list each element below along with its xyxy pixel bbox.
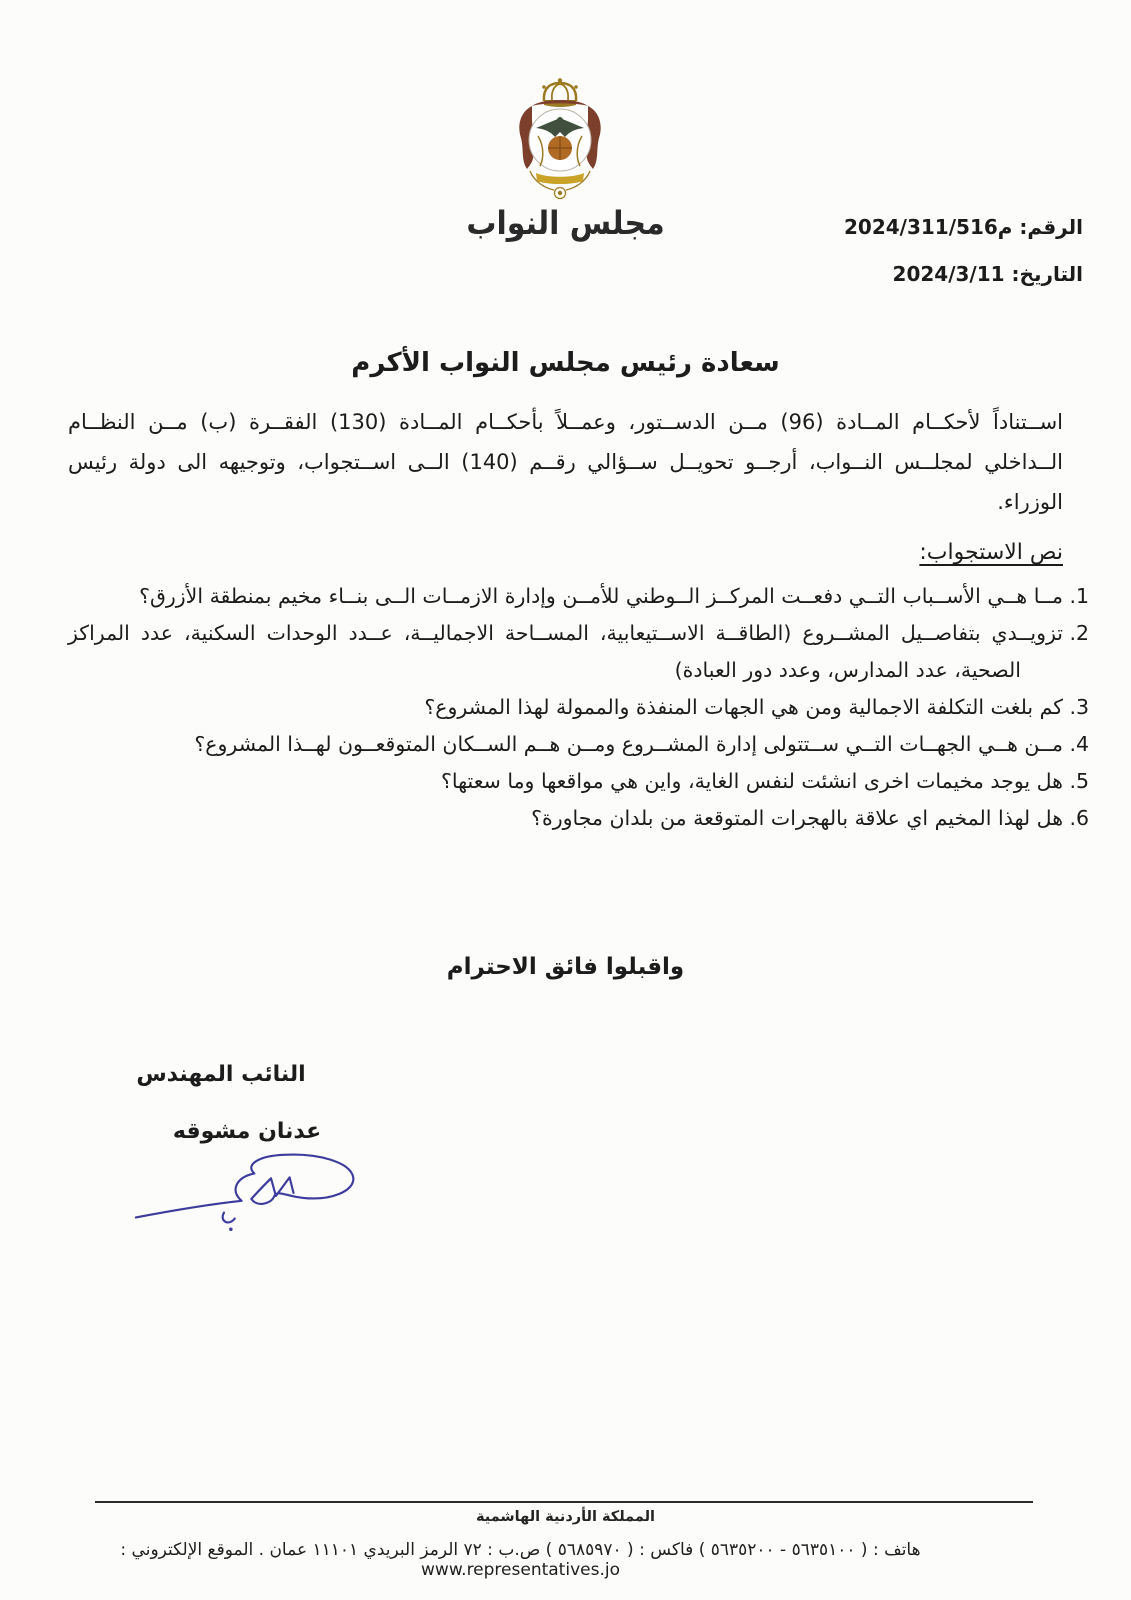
interpellation-heading: نص الاستجواب: [919, 540, 1063, 565]
question-item-4: 4. مــن هــي الجهــات التــي ســتتولى إدارة المشــروع ومــن هــم الســكان المتوقعــون لهــذا المشروع؟ [68, 726, 1063, 763]
letter-date: التاريخ: 2024/3/11 [892, 262, 1083, 286]
question-item-2: 2. تزويــدي بتفاصــيل المشــروع (الطاقــة الاســتيعابية، المســاحة الاجماليــة، عــدد الوحدات السكنية، عدد المراكز الصحية، عدد المدارس، وعدد دور العبادة) [68, 615, 1063, 689]
jordan-coat-of-arms-icon [499, 76, 621, 210]
question-item-5: 5. هل يوجد مخيمات اخرى انشئت لنفس الغاية، واين هي مواقعها وما سعتها؟ [68, 763, 1063, 800]
signatory-name: عدنان مشوقه [172, 1119, 322, 1144]
interpellation-question-list [68, 578, 1101, 837]
org-name-calligraphy: مجلس النواب [466, 204, 665, 243]
handwritten-signature-icon [130, 1146, 365, 1245]
reference-number: الرقم: م2024/311/516 [844, 215, 1083, 239]
question-item-1: 1. مــا هــي الأســباب التــي دفعــت المركــز الــوطني للأمــن وإدارة الازمــات الــى بنــاء مخيم بمنطقة الأزرق؟ [68, 578, 1063, 615]
question-item-6: 6. هل لهذا المخيم اي علاقة بالهجرات المتوقعة من بلدان مجاورة؟ [68, 800, 1063, 837]
footer-divider [95, 1501, 1033, 1503]
question-item-3: 3. كم بلغت التكلفة الاجمالية ومن هي الجهات المنفذة والممولة لهذا المشروع؟ [68, 689, 1063, 726]
intro-paragraph: اســتناداً لأحكــام المــادة (96) مــن الدســتور، وعمــلاً بأحكــام المــادة (130) الفقــرة (ب) مــن النظــام الــداخلي لمجلــس النــواب، أرجــو تحويــل ســؤالي رقــم (140) الــى اســتجواب، وتوجيهه الى دولة رئيس الوزراء. [68, 410, 1064, 514]
signatory-title: النائب المهندس [136, 1062, 306, 1087]
salutation-title: سعادة رئيس مجلس النواب الأكرم [351, 348, 780, 378]
footer-contact-line: هاتف : ( ٥٦٣٥١٠٠ - ٥٦٣٥٢٠٠ ) فاكس : ( ٥٦٨٥٩٧٠ ) ص.ب : ٧٢ الرمز البريدي ١١١٠١ عمان . الموقع الإلكتروني : www.representatives.jo [120, 1540, 921, 1580]
closing-courtesy-line: واقبلوا فائق الاحترام [446, 954, 685, 980]
ref-date-block [844, 204, 1083, 298]
kingdom-name-calligraphy: المملكة الأردنية الهاشمية [475, 1509, 656, 1525]
